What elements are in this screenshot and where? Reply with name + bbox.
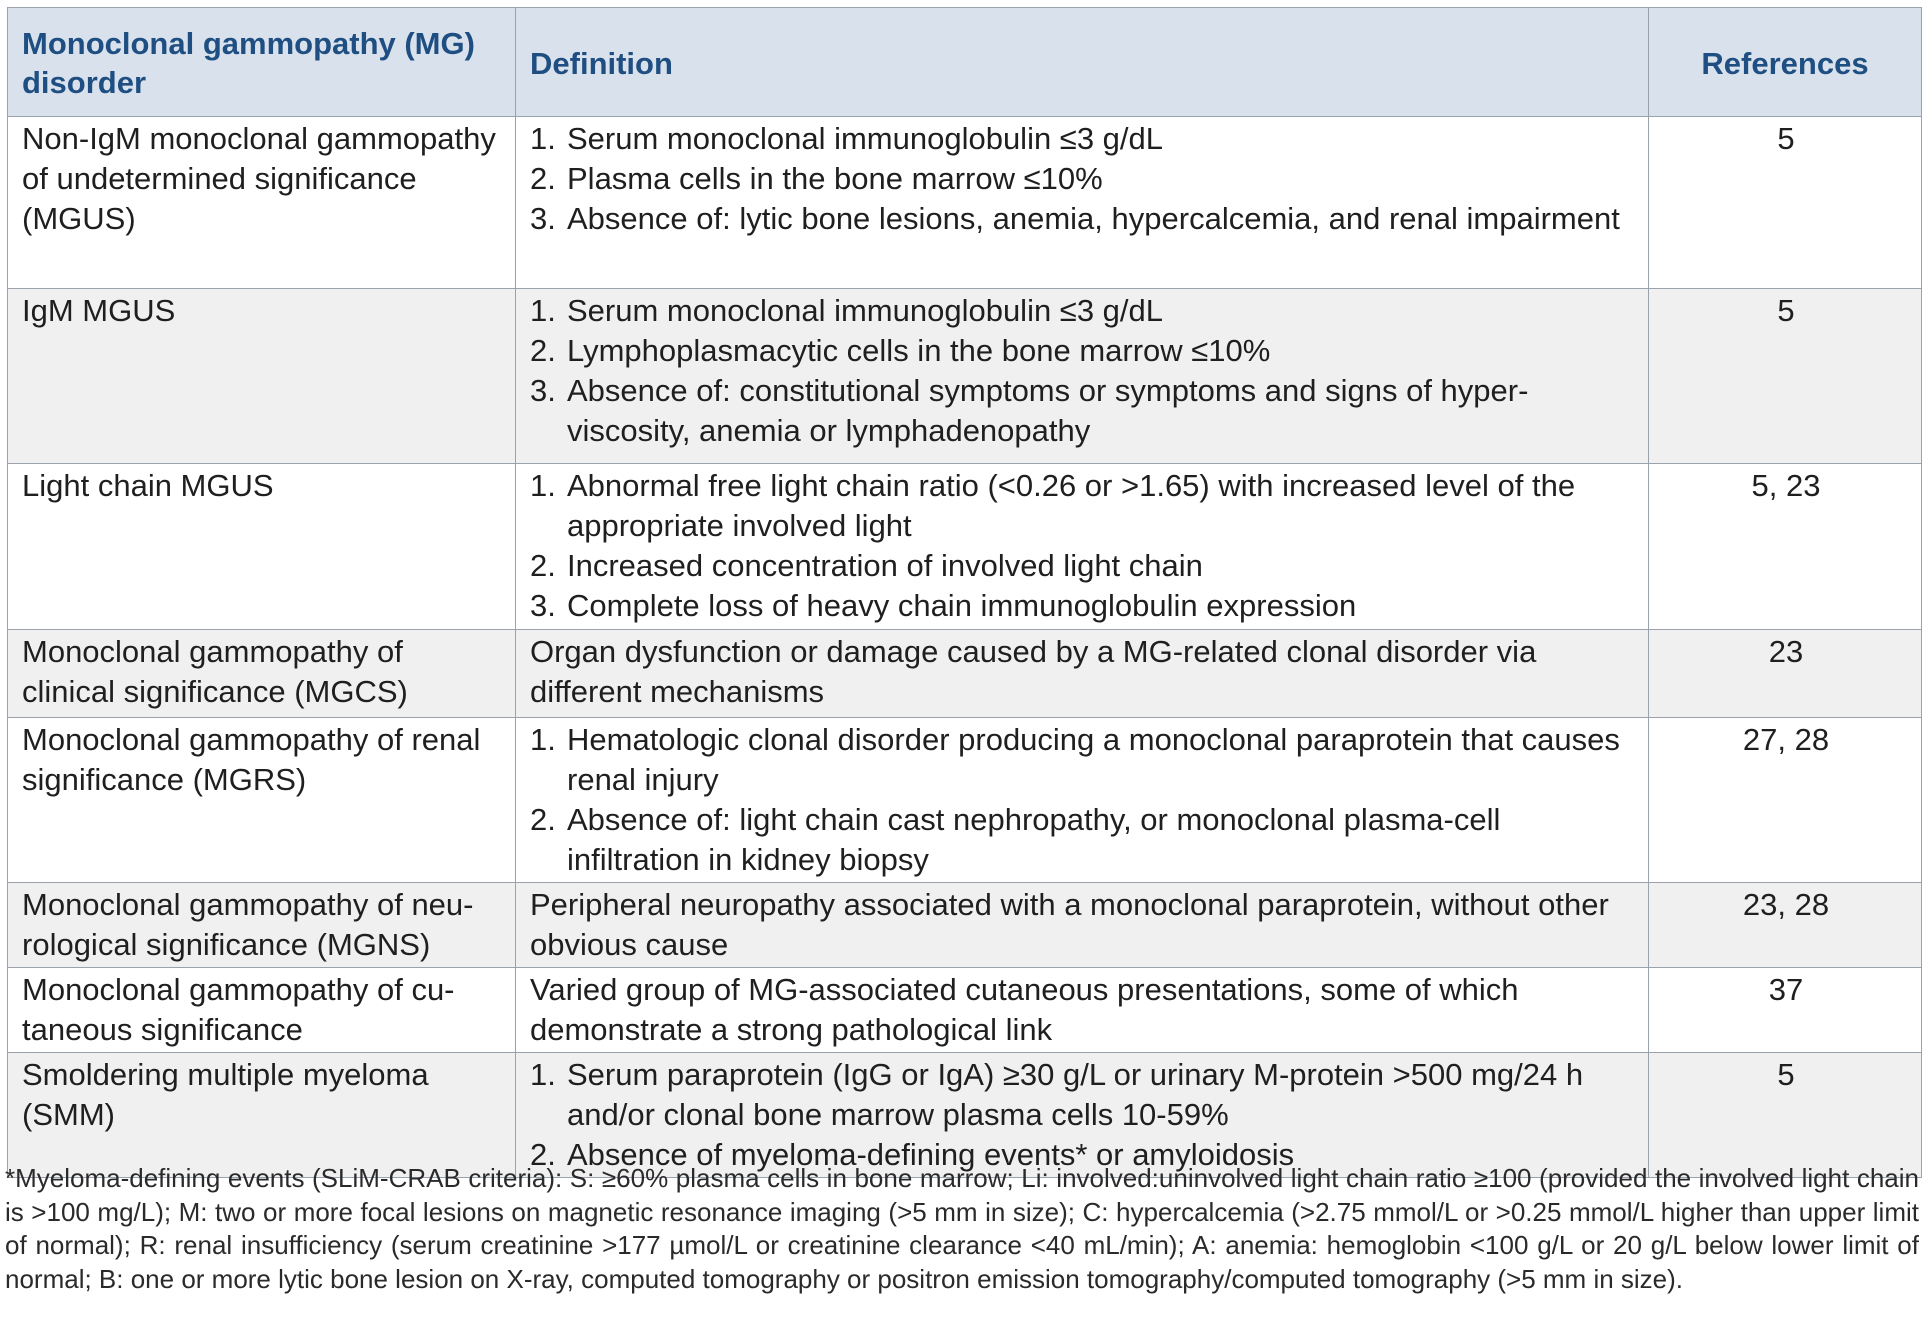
table-footnote: *Myeloma-defining events (SLiM-CRAB criteria): S: ≥60% plasma cells in bone marrow; Li: involved:uninvolved light chain ratio ≥100 (provided the involved light chain is >100 mg/L); M: two or more focal lesions on magnetic resonance imaging (>5 mm in size); C: hypercalcemia (>2.75 mmol/L or >0.25 mmol/L higher than upper limit of normal); R: renal insufficiency (serum creatinine >177 µmol/L or creatinine clearance <40 mL/min); A: anemia: hemoglobin <100 g/L or 20 g/L below lower limit of normal; B: one or more lytic bone lesion on X-ray, computed tomography or positron emission tomography/computed tomography (>5 mm in size).	[5, 1163, 1919, 1294]
definition-cell: Varied group of MG-associated cutaneous presentations, some of which demonstrate a strong pathological link	[516, 968, 1649, 1053]
references-cell: 5	[1649, 117, 1922, 289]
header-references: References	[1649, 8, 1922, 117]
criterion-item: 3. Absence of: lytic bone lesions, anemia, hypercalcemia, and renal impairment	[530, 201, 1620, 236]
disorder-cell: Monoclonal gammopathy of cu-taneous significance	[8, 968, 516, 1053]
header-disorder: Monoclonal gammopathy (MG) disorder	[8, 8, 516, 117]
table-row	[8, 464, 1922, 630]
table-row	[8, 117, 1922, 289]
table-header-row	[8, 8, 1922, 117]
definition-cell: Peripheral neuropathy associated with a monoclonal paraprotein, without other obvious cause	[516, 883, 1649, 968]
references-cell: 37	[1649, 968, 1922, 1053]
header-definition: Definition	[516, 8, 1649, 117]
criterion-item: 2. Lymphoplasmacytic cells in the bone marrow ≤10%	[530, 333, 1271, 368]
disorder-cell: Monoclonal gammopathy of clinical significance (MGCS)	[8, 630, 516, 718]
criterion-item: 1. Serum paraprotein (IgG or IgA) ≥30 g/L or urinary M-protein >500 mg/24 h and/or clonal bone marrow plasma cells 10-59%	[530, 1057, 1584, 1132]
criterion-item: 1. Serum monoclonal immunoglobulin ≤3 g/dL	[530, 121, 1164, 156]
definition-cell	[516, 289, 1649, 464]
references-cell: 23, 28	[1649, 883, 1922, 968]
definition-cell	[516, 464, 1649, 630]
criterion-item: 2. Increased concentration of involved light chain	[530, 548, 1203, 583]
references-cell: 23	[1649, 630, 1922, 718]
table-row	[8, 968, 1922, 1053]
criterion-item: 3. Complete loss of heavy chain immunoglobulin expression	[530, 588, 1357, 623]
disorder-cell: Smoldering multiple myeloma (SMM)	[8, 1053, 516, 1178]
table-row	[8, 1053, 1922, 1178]
references-cell: 5, 23	[1649, 464, 1922, 630]
disorder-cell: Light chain MGUS	[8, 464, 516, 630]
definition-cell	[516, 1053, 1649, 1178]
references-cell: 5	[1649, 289, 1922, 464]
definition-cell: Organ dysfunction or damage caused by a MG-related clonal disorder via different mechanisms	[516, 630, 1649, 718]
definition-cell	[516, 718, 1649, 883]
disorder-cell: IgM MGUS	[8, 289, 516, 464]
disorder-cell: Non-IgM monoclonal gammopathy of undetermined significance (MGUS)	[8, 117, 516, 289]
criterion-item: 2. Absence of myeloma-defining events* or amyloidosis	[530, 1137, 1295, 1172]
criterion-item: 1. Serum monoclonal immunoglobulin ≤3 g/dL	[530, 293, 1164, 328]
table-row	[8, 718, 1922, 883]
references-cell: 27, 28	[1649, 718, 1922, 883]
criterion-item: 3. Absence of: constitutional symptoms or symptoms and signs of hyper-viscosity, anemia or lymphadenopathy	[530, 373, 1529, 448]
table-row	[8, 289, 1922, 464]
table-row	[8, 883, 1922, 968]
disorder-cell: Monoclonal gammopathy of renal significance (MGRS)	[8, 718, 516, 883]
mg-disorders-table	[7, 7, 1922, 1178]
disorder-cell: Monoclonal gammopathy of neu-rological significance (MGNS)	[8, 883, 516, 968]
table-row	[8, 630, 1922, 718]
references-cell: 5	[1649, 1053, 1922, 1178]
criterion-item: 1. Abnormal free light chain ratio (<0.26 or >1.65) with increased level of the appropriate involved light	[530, 468, 1576, 543]
criterion-item: 2. Absence of: light chain cast nephropathy, or monoclonal plasma-cell infiltration in kidney biopsy	[530, 802, 1501, 877]
criterion-item: 1. Hematologic clonal disorder producing a monoclonal paraprotein that causes renal injury	[530, 722, 1620, 797]
criterion-item: 2. Plasma cells in the bone marrow ≤10%	[530, 161, 1103, 196]
definition-cell	[516, 117, 1649, 289]
